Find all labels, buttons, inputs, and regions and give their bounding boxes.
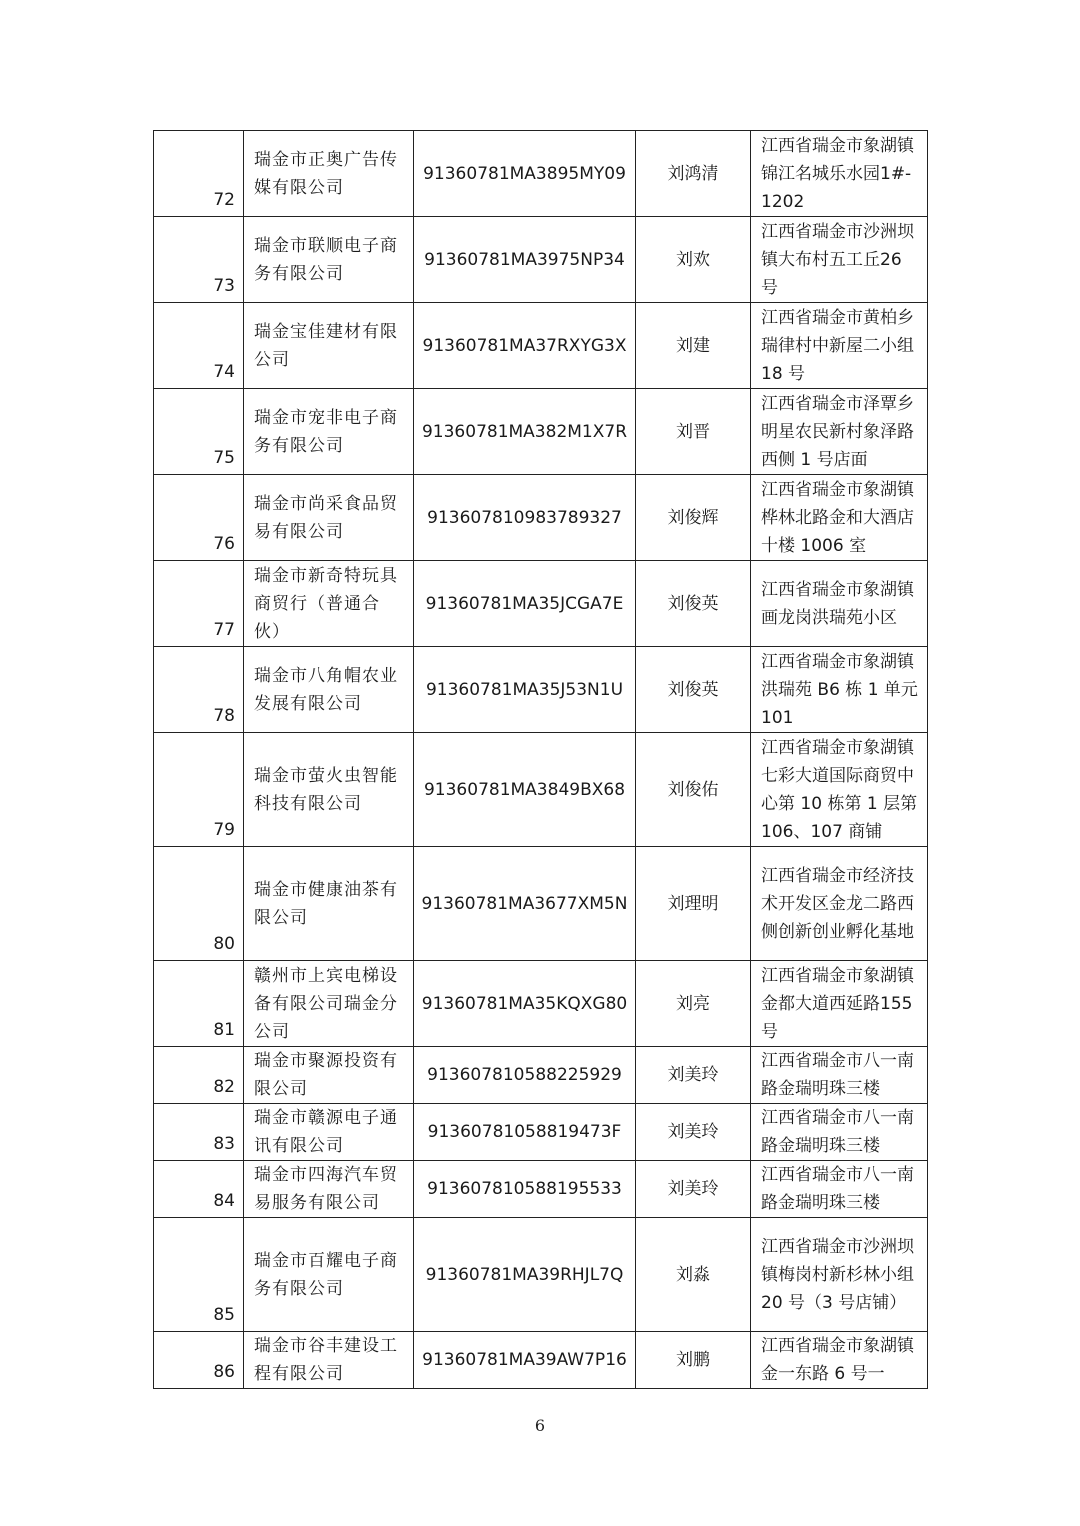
row-number: 77 bbox=[154, 561, 244, 647]
company-name: 瑞金市赣源电子通讯有限公司 bbox=[244, 1104, 414, 1161]
credit-code: 91360781MA3677XM5N bbox=[414, 847, 636, 961]
legal-person: 刘淼 bbox=[636, 1218, 751, 1332]
company-name: 瑞金市百耀电子商务有限公司 bbox=[244, 1218, 414, 1332]
table-row bbox=[154, 1218, 928, 1332]
row-number: 73 bbox=[154, 217, 244, 303]
table-row bbox=[154, 1104, 928, 1161]
row-number: 85 bbox=[154, 1218, 244, 1332]
table-row bbox=[154, 303, 928, 389]
legal-person: 刘美玲 bbox=[636, 1161, 751, 1218]
address: 江西省瑞金市象湖镇金一东路 6 号一 bbox=[751, 1332, 928, 1389]
legal-person: 刘理明 bbox=[636, 847, 751, 961]
row-number: 78 bbox=[154, 647, 244, 733]
address: 江西省瑞金市象湖镇金都大道西延路155 号 bbox=[751, 961, 928, 1047]
address: 江西省瑞金市黄柏乡瑞律村中新屋二小组 18 号 bbox=[751, 303, 928, 389]
row-number: 79 bbox=[154, 733, 244, 847]
company-name: 瑞金市聚源投资有限公司 bbox=[244, 1047, 414, 1104]
table-row bbox=[154, 961, 928, 1047]
address: 江西省瑞金市八一南路金瑞明珠三楼 bbox=[751, 1161, 928, 1218]
legal-person: 刘亮 bbox=[636, 961, 751, 1047]
company-name: 瑞金宝佳建材有限公司 bbox=[244, 303, 414, 389]
credit-code: 91360781MA35KQXG80 bbox=[414, 961, 636, 1047]
credit-code: 91360781MA3849BX68 bbox=[414, 733, 636, 847]
legal-person: 刘美玲 bbox=[636, 1047, 751, 1104]
credit-code: 91360781MA35J53N1U bbox=[414, 647, 636, 733]
legal-person: 刘俊佑 bbox=[636, 733, 751, 847]
company-name: 瑞金市宠非电子商务有限公司 bbox=[244, 389, 414, 475]
address: 江西省瑞金市象湖镇桦林北路金和大酒店十楼 1006 室 bbox=[751, 475, 928, 561]
table-row bbox=[154, 647, 928, 733]
address: 江西省瑞金市象湖镇锦江名城乐水园1#-1202 bbox=[751, 131, 928, 217]
credit-code: 91360781MA39AW7P16 bbox=[414, 1332, 636, 1389]
row-number: 72 bbox=[154, 131, 244, 217]
credit-code: 91360781MA3975NP34 bbox=[414, 217, 636, 303]
table-row bbox=[154, 1161, 928, 1218]
company-name: 瑞金市联顺电子商务有限公司 bbox=[244, 217, 414, 303]
address: 江西省瑞金市泽覃乡明星农民新村象泽路西侧 1 号店面 bbox=[751, 389, 928, 475]
table-row bbox=[154, 847, 928, 961]
row-number: 81 bbox=[154, 961, 244, 1047]
legal-person: 刘俊英 bbox=[636, 561, 751, 647]
table-row bbox=[154, 1332, 928, 1389]
company-name: 瑞金市新奇特玩具商贸行（普通合伙） bbox=[244, 561, 414, 647]
row-number: 74 bbox=[154, 303, 244, 389]
row-number: 80 bbox=[154, 847, 244, 961]
table-row bbox=[154, 733, 928, 847]
address: 江西省瑞金市象湖镇洪瑞苑 B6 栋 1 单元 101 bbox=[751, 647, 928, 733]
company-name: 瑞金市谷丰建设工程有限公司 bbox=[244, 1332, 414, 1389]
address: 江西省瑞金市象湖镇七彩大道国际商贸中心第 10 栋第 1 层第 106、107 商铺 bbox=[751, 733, 928, 847]
credit-code: 913607810588225929 bbox=[414, 1047, 636, 1104]
address: 江西省瑞金市八一南路金瑞明珠三楼 bbox=[751, 1104, 928, 1161]
legal-person: 刘俊英 bbox=[636, 647, 751, 733]
legal-person: 刘晋 bbox=[636, 389, 751, 475]
address: 江西省瑞金市沙洲坝镇大布村五工丘26 号 bbox=[751, 217, 928, 303]
legal-person: 刘建 bbox=[636, 303, 751, 389]
table-row bbox=[154, 389, 928, 475]
row-number: 75 bbox=[154, 389, 244, 475]
table-row bbox=[154, 131, 928, 217]
table-row bbox=[154, 561, 928, 647]
company-name: 瑞金市正奥广告传媒有限公司 bbox=[244, 131, 414, 217]
legal-person: 刘俊辉 bbox=[636, 475, 751, 561]
company-name: 赣州市上宾电梯设备有限公司瑞金分公司 bbox=[244, 961, 414, 1047]
company-name: 瑞金市健康油茶有限公司 bbox=[244, 847, 414, 961]
credit-code: 9136078105881947​3F bbox=[414, 1104, 636, 1161]
company-name: 瑞金市尚采食品贸易有限公司 bbox=[244, 475, 414, 561]
address: 江西省瑞金市沙洲坝镇梅岗村新杉林小组 20 号（3 号店铺） bbox=[751, 1218, 928, 1332]
row-number: 83 bbox=[154, 1104, 244, 1161]
legal-person: 刘鸿清 bbox=[636, 131, 751, 217]
credit-code: 91360781MA39RHJL7Q bbox=[414, 1218, 636, 1332]
address: 江西省瑞金市八一南路金瑞明珠三楼 bbox=[751, 1047, 928, 1104]
row-number: 76 bbox=[154, 475, 244, 561]
legal-person: 刘欢 bbox=[636, 217, 751, 303]
row-number: 84 bbox=[154, 1161, 244, 1218]
row-number: 86 bbox=[154, 1332, 244, 1389]
company-name: 瑞金市萤火虫智能科技有限公司 bbox=[244, 733, 414, 847]
credit-code: 913607810983789327 bbox=[414, 475, 636, 561]
company-name: 瑞金市八角帽农业发展有限公司 bbox=[244, 647, 414, 733]
credit-code: 91360781MA35JCGA7E bbox=[414, 561, 636, 647]
enterprise-table bbox=[153, 130, 928, 1389]
credit-code: 91360781MA382M1X7R bbox=[414, 389, 636, 475]
credit-code: 91360781MA3895MY09 bbox=[414, 131, 636, 217]
table-row bbox=[154, 1047, 928, 1104]
legal-person: 刘美玲 bbox=[636, 1104, 751, 1161]
address: 江西省瑞金市象湖镇画龙岗洪瑞苑小区 bbox=[751, 561, 928, 647]
row-number: 82 bbox=[154, 1047, 244, 1104]
legal-person: 刘鹏 bbox=[636, 1332, 751, 1389]
enterprise-table-body bbox=[154, 131, 928, 1389]
table-row bbox=[154, 217, 928, 303]
table-row bbox=[154, 475, 928, 561]
company-name: 瑞金市四海汽车贸易服务有限公司 bbox=[244, 1161, 414, 1218]
credit-code: 913607810588195533 bbox=[414, 1161, 636, 1218]
page-number: 6 bbox=[534, 1416, 546, 1435]
address: 江西省瑞金市经济技术开发区金龙二路西侧创新创业孵化基地 bbox=[751, 847, 928, 961]
credit-code: 91360781MA37RXYG3X bbox=[414, 303, 636, 389]
